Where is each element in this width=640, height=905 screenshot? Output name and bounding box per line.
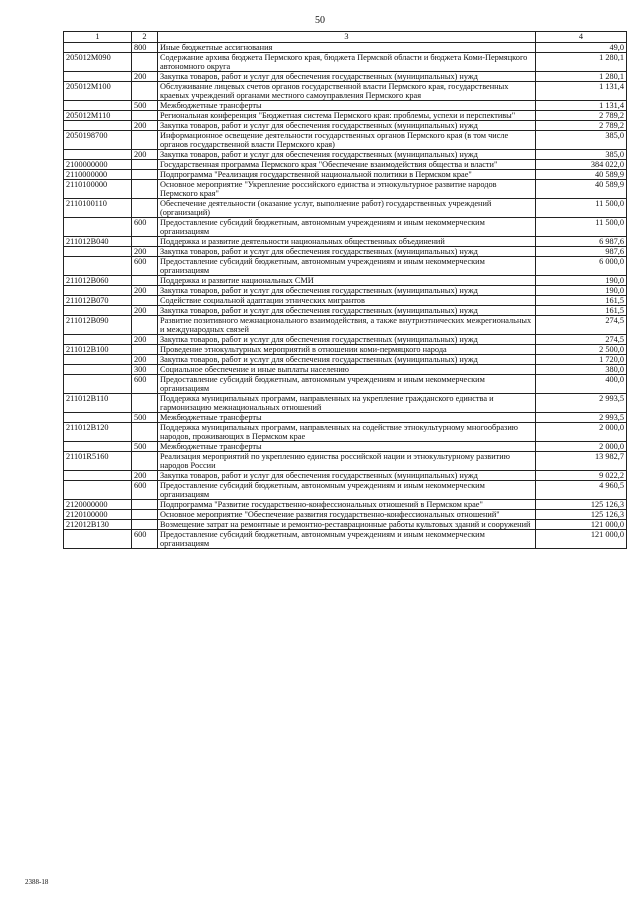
table-row	[64, 218, 627, 237]
table-row	[64, 111, 627, 121]
row-code	[64, 72, 132, 82]
row-expense-type: 600	[132, 481, 158, 500]
row-description: Содействие социальной адаптации этнических мигрантов	[158, 296, 536, 306]
table-row	[64, 316, 627, 335]
row-code	[64, 121, 132, 131]
row-code: 2120100000	[64, 510, 132, 520]
row-amount: 121 000,0	[536, 530, 627, 549]
row-expense-type	[132, 500, 158, 510]
table-row	[64, 471, 627, 481]
row-code: 2100000000	[64, 160, 132, 170]
row-amount: 385,0	[536, 150, 627, 160]
row-description: Закупка товаров, работ и услуг для обеспечения государственных (муниципальных) нужд	[158, 150, 536, 160]
table-row	[64, 306, 627, 316]
column-header: 4	[536, 32, 627, 43]
row-amount: 9 022,2	[536, 471, 627, 481]
row-code	[64, 43, 132, 53]
table-row	[64, 500, 627, 510]
row-expense-type	[132, 237, 158, 247]
table-row	[64, 375, 627, 394]
row-amount: 125 126,3	[536, 510, 627, 520]
row-amount: 2 789,2	[536, 121, 627, 131]
row-description: Закупка товаров, работ и услуг для обеспечения государственных (муниципальных) нужд	[158, 355, 536, 365]
row-amount: 121 000,0	[536, 520, 627, 530]
table-header-row	[64, 32, 627, 43]
row-expense-type	[132, 296, 158, 306]
row-code: 21101R5160	[64, 452, 132, 471]
row-expense-type: 200	[132, 355, 158, 365]
row-code	[64, 247, 132, 257]
table-row	[64, 101, 627, 111]
row-description: Поддержка муниципальных программ, направленных на укрепление гражданского единства и гармонизацию межнациональных отношений	[158, 394, 536, 413]
row-expense-type	[132, 131, 158, 150]
row-description: Региональная конференция "Бюджетная система Пермского края: проблемы, успехи и перспективы"	[158, 111, 536, 121]
row-amount: 49,0	[536, 43, 627, 53]
row-code: 211012В120	[64, 423, 132, 442]
row-description: Закупка товаров, работ и услуг для обеспечения государственных (муниципальных) нужд	[158, 247, 536, 257]
footer-code: 2388-18	[25, 878, 49, 886]
row-amount: 1 280,1	[536, 72, 627, 82]
row-description: Возмещение затрат на ремонтные и ремонтно-реставрационные работы культовых зданий и сооружений	[158, 520, 536, 530]
row-description: Содержание архива бюджета Пермского края, бюджета Пермской области и бюджета Коми-Пермяцкого автономного округа	[158, 53, 536, 72]
row-description: Социальное обеспечение и иные выплаты населению	[158, 365, 536, 375]
row-code	[64, 375, 132, 394]
row-description: Межбюджетные трансферты	[158, 442, 536, 452]
row-description: Закупка товаров, работ и услуг для обеспечения государственных (муниципальных) нужд	[158, 471, 536, 481]
row-code: 212012В130	[64, 520, 132, 530]
row-code	[64, 306, 132, 316]
table-row	[64, 72, 627, 82]
table-row	[64, 394, 627, 413]
row-description: Закупка товаров, работ и услуг для обеспечения государственных (муниципальных) нужд	[158, 286, 536, 296]
row-amount: 125 126,3	[536, 500, 627, 510]
row-expense-type	[132, 276, 158, 286]
row-amount: 1 131,4	[536, 101, 627, 111]
table-row	[64, 355, 627, 365]
table-row	[64, 296, 627, 306]
table-row	[64, 286, 627, 296]
row-amount: 2 993,5	[536, 413, 627, 423]
row-description: Предоставление субсидий бюджетным, автономным учреждениям и иным некоммерческим организациям	[158, 257, 536, 276]
table-row	[64, 160, 627, 170]
row-expense-type	[132, 170, 158, 180]
row-expense-type: 600	[132, 530, 158, 549]
row-expense-type: 200	[132, 150, 158, 160]
row-expense-type: 500	[132, 442, 158, 452]
table-row	[64, 180, 627, 199]
table-row	[64, 247, 627, 257]
table-row	[64, 520, 627, 530]
row-expense-type: 200	[132, 121, 158, 131]
row-description: Поддержка и развитие деятельности национальных общественных объединений	[158, 237, 536, 247]
row-description: Закупка товаров, работ и услуг для обеспечения государственных (муниципальных) нужд	[158, 306, 536, 316]
row-expense-type	[132, 345, 158, 355]
table-row	[64, 481, 627, 500]
row-code: 2050198700	[64, 131, 132, 150]
table-body	[64, 43, 627, 549]
row-code: 211012В110	[64, 394, 132, 413]
row-code	[64, 471, 132, 481]
row-expense-type	[132, 180, 158, 199]
row-amount: 400,0	[536, 375, 627, 394]
row-amount: 13 982,7	[536, 452, 627, 471]
row-code	[64, 150, 132, 160]
row-code: 211012В060	[64, 276, 132, 286]
row-expense-type: 600	[132, 375, 158, 394]
row-expense-type	[132, 510, 158, 520]
row-amount: 2 000,0	[536, 442, 627, 452]
row-code	[64, 365, 132, 375]
row-amount: 40 589,9	[536, 170, 627, 180]
table-row	[64, 121, 627, 131]
row-description: Предоставление субсидий бюджетным, автономным учреждениям и иным некоммерческим организациям	[158, 375, 536, 394]
column-header: 2	[132, 32, 158, 43]
row-amount: 2 789,2	[536, 111, 627, 121]
row-code: 211012В040	[64, 237, 132, 247]
row-code: 211012В100	[64, 345, 132, 355]
row-description: Предоставление субсидий бюджетным, автономным учреждениям и иным некоммерческим организациям	[158, 218, 536, 237]
row-expense-type: 200	[132, 72, 158, 82]
row-description: Иные бюджетные ассигнования	[158, 43, 536, 53]
row-amount: 1 280,1	[536, 53, 627, 72]
row-code	[64, 413, 132, 423]
row-description: Информационное освещение деятельности государственных органов Пермского края (в том числе органов государственной власти Пермского края)	[158, 131, 536, 150]
row-expense-type	[132, 160, 158, 170]
row-expense-type: 200	[132, 247, 158, 257]
row-code: 2120000000	[64, 500, 132, 510]
row-amount: 385,0	[536, 131, 627, 150]
row-amount: 11 500,0	[536, 199, 627, 218]
row-amount: 11 500,0	[536, 218, 627, 237]
row-description: Закупка товаров, работ и услуг для обеспечения государственных (муниципальных) нужд	[158, 121, 536, 131]
row-description: Закупка товаров, работ и услуг для обеспечения государственных (муниципальных) нужд	[158, 72, 536, 82]
row-description: Поддержка муниципальных программ, направленных на содействие этнокультурному многообразию народов, проживающих в Пермском крае	[158, 423, 536, 442]
row-description: Обслуживание лицевых счетов органов государственной власти Пермского края, государственных краевых учреждений органами местного самоуправления Пермского края	[158, 82, 536, 101]
row-expense-type: 500	[132, 413, 158, 423]
row-description: Обеспечение деятельности (оказание услуг, выполнение работ) государственных учреждений (организаций)	[158, 199, 536, 218]
row-amount: 2 993,5	[536, 394, 627, 413]
column-header: 3	[158, 32, 536, 43]
row-description: Подпрограмма "Реализация государственной национальной политики в Пермском крае"	[158, 170, 536, 180]
row-amount: 6 987,6	[536, 237, 627, 247]
table-row	[64, 452, 627, 471]
row-code: 205012М100	[64, 82, 132, 101]
row-description: Предоставление субсидий бюджетным, автономным учреждениям и иным некоммерческим организациям	[158, 530, 536, 549]
row-description: Предоставление субсидий бюджетным, автономным учреждениям и иным некоммерческим организациям	[158, 481, 536, 500]
row-expense-type	[132, 199, 158, 218]
row-code	[64, 257, 132, 276]
row-code	[64, 355, 132, 365]
table-row	[64, 43, 627, 53]
row-code	[64, 218, 132, 237]
row-amount: 384 022,0	[536, 160, 627, 170]
table-row	[64, 530, 627, 549]
row-expense-type	[132, 423, 158, 442]
row-expense-type	[132, 53, 158, 72]
row-expense-type	[132, 520, 158, 530]
row-expense-type	[132, 394, 158, 413]
row-expense-type	[132, 316, 158, 335]
row-description: Основное мероприятие "Укрепление российского единства и этнокультурное развитие народов Пермского края"	[158, 180, 536, 199]
row-expense-type: 200	[132, 306, 158, 316]
row-amount: 190,0	[536, 286, 627, 296]
row-amount: 161,5	[536, 306, 627, 316]
row-code	[64, 530, 132, 549]
row-description: Поддержка и развитие национальных СМИ	[158, 276, 536, 286]
row-code	[64, 481, 132, 500]
row-amount: 274,5	[536, 335, 627, 345]
row-expense-type: 600	[132, 257, 158, 276]
row-description: Развитие позитивного межнационального взаимодействия, а также внутриэтнических межрегиональных и международных связей	[158, 316, 536, 335]
row-code	[64, 286, 132, 296]
table-row	[64, 53, 627, 72]
table-row	[64, 365, 627, 375]
row-code: 211012В090	[64, 316, 132, 335]
row-description: Реализация мероприятий по укреплению единства российской нации и этнокультурному развитию народов России	[158, 452, 536, 471]
row-amount: 274,5	[536, 316, 627, 335]
table-row	[64, 82, 627, 101]
row-expense-type: 300	[132, 365, 158, 375]
table-row	[64, 335, 627, 345]
row-code: 211012В070	[64, 296, 132, 306]
row-description: Основное мероприятие "Обеспечение развития государственно-конфессиональных отношений"	[158, 510, 536, 520]
table-row	[64, 276, 627, 286]
row-amount: 987,6	[536, 247, 627, 257]
row-amount: 1 131,4	[536, 82, 627, 101]
page-number: 50	[315, 15, 325, 26]
table-row	[64, 257, 627, 276]
budget-table	[63, 31, 627, 549]
table-row	[64, 423, 627, 442]
row-amount: 40 589,9	[536, 180, 627, 199]
table-row	[64, 170, 627, 180]
row-code: 2110100110	[64, 199, 132, 218]
row-description: Межбюджетные трансферты	[158, 101, 536, 111]
row-amount: 161,5	[536, 296, 627, 306]
row-amount: 6 000,0	[536, 257, 627, 276]
row-expense-type: 500	[132, 101, 158, 111]
row-amount: 2 500,0	[536, 345, 627, 355]
row-expense-type: 600	[132, 218, 158, 237]
row-code	[64, 335, 132, 345]
row-amount: 380,0	[536, 365, 627, 375]
row-expense-type: 200	[132, 335, 158, 345]
table-row	[64, 131, 627, 150]
row-description: Межбюджетные трансферты	[158, 413, 536, 423]
column-header: 1	[64, 32, 132, 43]
row-code	[64, 442, 132, 452]
row-amount: 1 720,0	[536, 355, 627, 365]
table-row	[64, 413, 627, 423]
table-row	[64, 510, 627, 520]
row-amount: 2 000,0	[536, 423, 627, 442]
table-row	[64, 237, 627, 247]
row-expense-type	[132, 82, 158, 101]
table-row	[64, 442, 627, 452]
row-code: 2110100000	[64, 180, 132, 199]
row-description: Подпрограмма "Развитие государственно-конфессиональных отношений в Пермском крае"	[158, 500, 536, 510]
row-expense-type: 200	[132, 286, 158, 296]
row-expense-type: 200	[132, 471, 158, 481]
table-row	[64, 199, 627, 218]
table-row	[64, 150, 627, 160]
row-code: 2110000000	[64, 170, 132, 180]
table-row	[64, 345, 627, 355]
row-expense-type: 800	[132, 43, 158, 53]
row-code	[64, 101, 132, 111]
row-amount: 190,0	[536, 276, 627, 286]
row-amount: 4 960,5	[536, 481, 627, 500]
row-expense-type	[132, 111, 158, 121]
row-description: Проведение этнокультурных мероприятий в отношении коми-пермяцкого народа	[158, 345, 536, 355]
row-description: Закупка товаров, работ и услуг для обеспечения государственных (муниципальных) нужд	[158, 335, 536, 345]
row-code: 205012М110	[64, 111, 132, 121]
row-code: 205012М090	[64, 53, 132, 72]
row-description: Государственная программа Пермского края "Обеспечение взаимодействия общества и власти"	[158, 160, 536, 170]
row-expense-type	[132, 452, 158, 471]
